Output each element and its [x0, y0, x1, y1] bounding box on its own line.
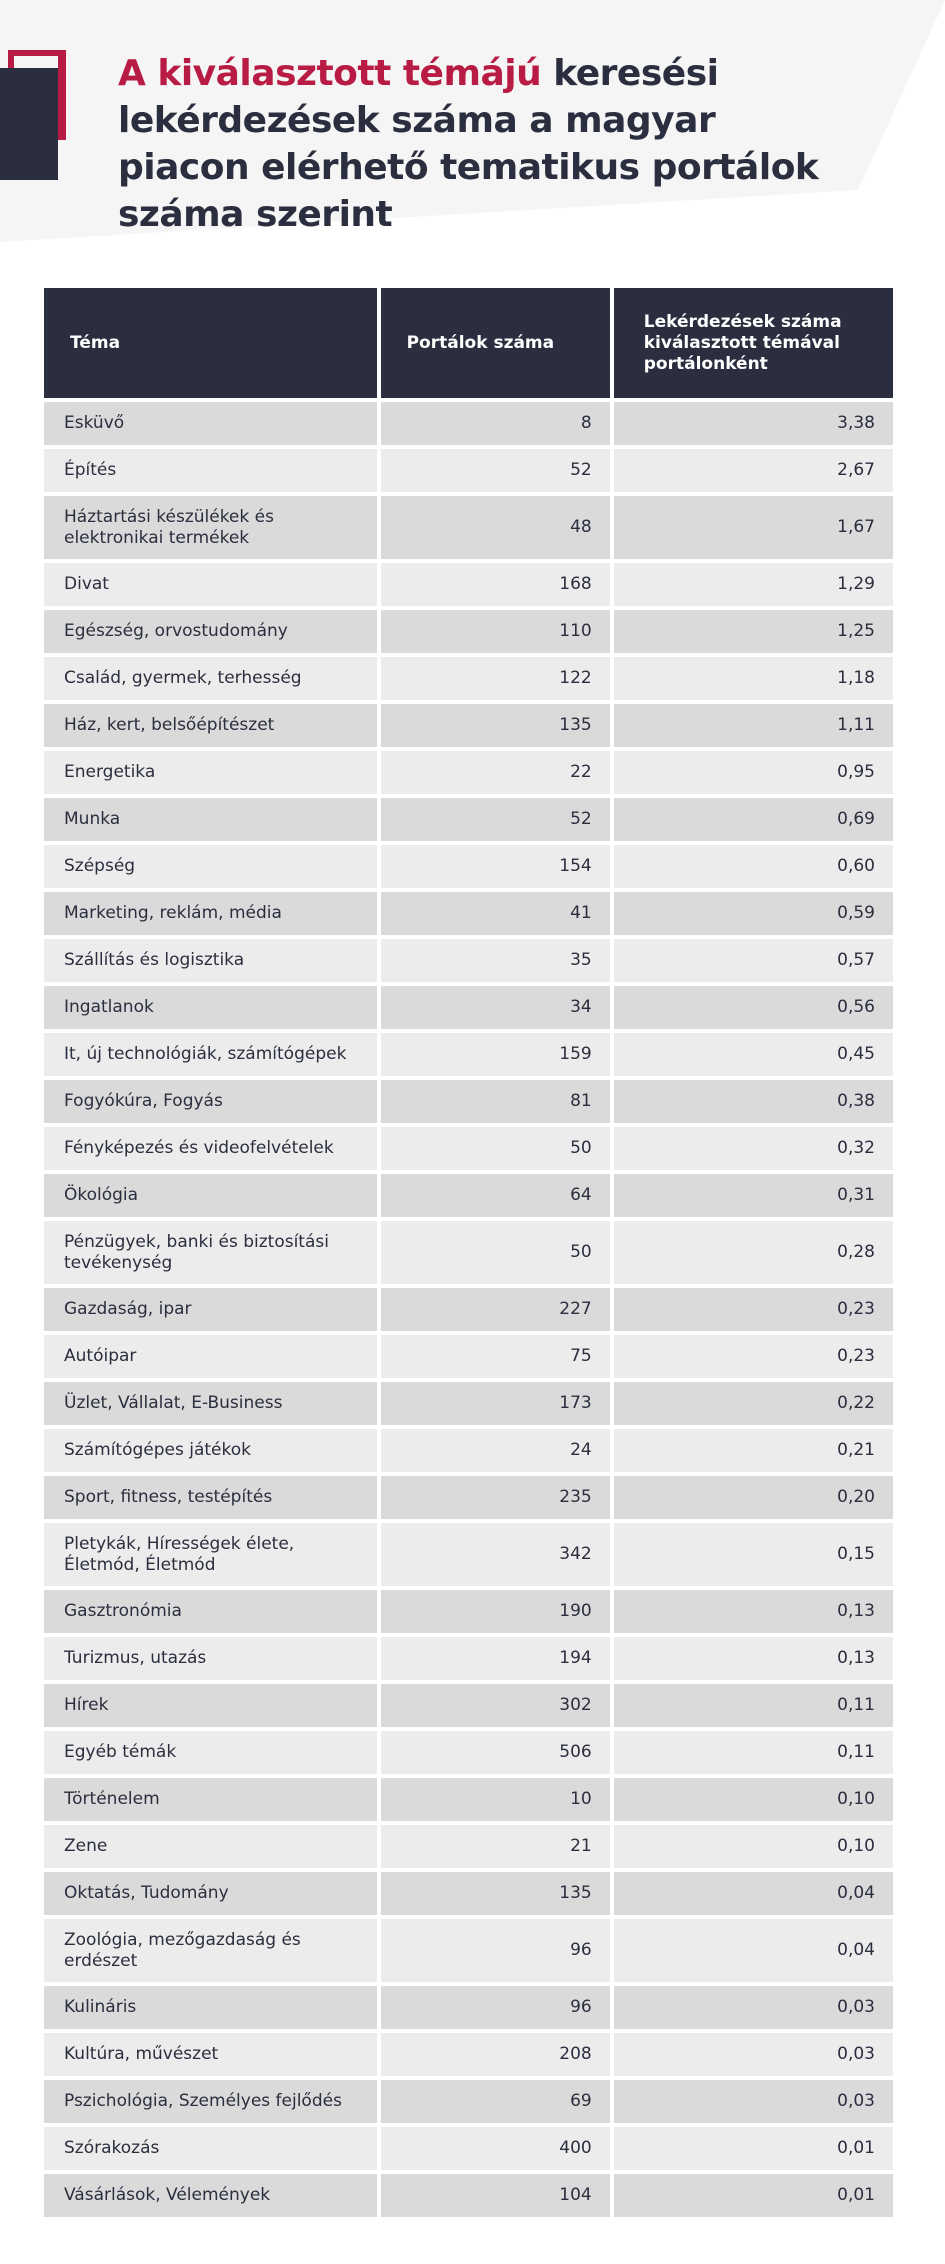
table-row: [44, 1986, 893, 2029]
cell-portal-count: 154: [381, 845, 610, 888]
cell-portal-count: 96: [381, 1986, 610, 2029]
cell-portal-count: 400: [381, 2127, 610, 2170]
table-row: [44, 751, 893, 794]
table-row: [44, 845, 893, 888]
table-row: [44, 1476, 893, 1519]
cell-queries-per-portal: 0,56: [614, 986, 893, 1029]
cell-queries-per-portal: 0,45: [614, 1033, 893, 1076]
cell-topic: Építés: [44, 449, 377, 492]
column-header-topic: Téma: [44, 288, 377, 398]
cell-topic: Zoológia, mezőgazdaság és erdészet: [44, 1919, 377, 1982]
table-row: [44, 1429, 893, 1472]
cell-portal-count: 8: [381, 402, 610, 445]
table-row: [44, 449, 893, 492]
table-row: [44, 1080, 893, 1123]
cell-portal-count: 122: [381, 657, 610, 700]
cell-queries-per-portal: 0,15: [614, 1523, 893, 1586]
cell-topic: Energetika: [44, 751, 377, 794]
cell-topic: Üzlet, Vállalat, E-Business: [44, 1382, 377, 1425]
cell-portal-count: 173: [381, 1382, 610, 1425]
cell-queries-per-portal: 0,11: [614, 1731, 893, 1774]
cell-portal-count: 34: [381, 986, 610, 1029]
table-row: [44, 1382, 893, 1425]
cell-portal-count: 168: [381, 563, 610, 606]
cell-queries-per-portal: 1,11: [614, 704, 893, 747]
cell-portal-count: 75: [381, 1335, 610, 1378]
table-row: [44, 704, 893, 747]
table-row: [44, 1033, 893, 1076]
cell-portal-count: 81: [381, 1080, 610, 1123]
cell-queries-per-portal: 0,57: [614, 939, 893, 982]
cell-portal-count: 50: [381, 1221, 610, 1284]
cell-portal-count: 69: [381, 2080, 610, 2123]
cell-queries-per-portal: 1,18: [614, 657, 893, 700]
table-row: [44, 1637, 893, 1680]
cell-queries-per-portal: 0,03: [614, 2080, 893, 2123]
table-row: [44, 1778, 893, 1821]
column-header-portal-count: Portálok száma: [381, 288, 610, 398]
table-row: [44, 402, 893, 445]
cell-portal-count: 64: [381, 1174, 610, 1217]
cell-topic: Ingatlanok: [44, 986, 377, 1029]
cell-queries-per-portal: 0,28: [614, 1221, 893, 1284]
cell-topic: Oktatás, Tudomány: [44, 1872, 377, 1915]
cell-portal-count: 506: [381, 1731, 610, 1774]
table-row: [44, 986, 893, 1029]
table-row: [44, 1335, 893, 1378]
cell-topic: Szállítás és logisztika: [44, 939, 377, 982]
table-row: [44, 610, 893, 653]
cell-queries-per-portal: 0,31: [614, 1174, 893, 1217]
cell-topic: Marketing, reklám, média: [44, 892, 377, 935]
cell-queries-per-portal: 0,32: [614, 1127, 893, 1170]
cell-topic: Szépség: [44, 845, 377, 888]
cell-topic: Esküvő: [44, 402, 377, 445]
cell-topic: Pénzügyek, banki és biztosítási tevékenység: [44, 1221, 377, 1284]
cell-topic: Szórakozás: [44, 2127, 377, 2170]
cell-topic: Kultúra, művészet: [44, 2033, 377, 2076]
table-row: [44, 1523, 893, 1586]
cell-queries-per-portal: 0,69: [614, 798, 893, 841]
cell-portal-count: 302: [381, 1684, 610, 1727]
cell-topic: Hírek: [44, 1684, 377, 1727]
cell-queries-per-portal: 0,21: [614, 1429, 893, 1472]
table-row: [44, 2174, 893, 2217]
cell-topic: It, új technológiák, számítógépek: [44, 1033, 377, 1076]
cell-queries-per-portal: 0,95: [614, 751, 893, 794]
cell-topic: Zene: [44, 1825, 377, 1868]
cell-topic: Háztartási készülékek és elektronikai termékek: [44, 496, 377, 559]
cell-portal-count: 41: [381, 892, 610, 935]
cell-queries-per-portal: 0,10: [614, 1778, 893, 1821]
cell-queries-per-portal: 2,67: [614, 449, 893, 492]
cell-portal-count: 48: [381, 496, 610, 559]
cell-topic: Kulináris: [44, 1986, 377, 2029]
cell-queries-per-portal: 0,03: [614, 2033, 893, 2076]
cell-portal-count: 35: [381, 939, 610, 982]
cell-topic: Fogyókúra, Fogyás: [44, 1080, 377, 1123]
table-row: [44, 939, 893, 982]
table-row: [44, 892, 893, 935]
cell-topic: Divat: [44, 563, 377, 606]
cell-queries-per-portal: 0,10: [614, 1825, 893, 1868]
cell-topic: Család, gyermek, terhesség: [44, 657, 377, 700]
title-rest: keresési lekérdezések száma a magyar piacon elérhető tematikus portálok száma szerint: [118, 53, 819, 235]
cell-queries-per-portal: 0,23: [614, 1335, 893, 1378]
table-row: [44, 1174, 893, 1217]
data-table-container: [44, 288, 901, 2221]
cell-queries-per-portal: 1,29: [614, 563, 893, 606]
cell-portal-count: 96: [381, 1919, 610, 1982]
table-row: [44, 1684, 893, 1727]
table-row: [44, 798, 893, 841]
cell-queries-per-portal: 1,67: [614, 496, 893, 559]
data-table: [40, 284, 897, 2221]
cell-queries-per-portal: 0,04: [614, 1872, 893, 1915]
table-row: [44, 2127, 893, 2170]
page-title: [118, 50, 858, 238]
cell-queries-per-portal: 0,59: [614, 892, 893, 935]
cell-portal-count: 342: [381, 1523, 610, 1586]
cell-topic: Pletykák, Hírességek élete, Életmód, Életmód: [44, 1523, 377, 1586]
table-row: [44, 1127, 893, 1170]
table-row: [44, 1919, 893, 1982]
cell-queries-per-portal: 1,25: [614, 610, 893, 653]
cell-portal-count: 21: [381, 1825, 610, 1868]
decorative-dark-block: [0, 68, 58, 180]
cell-queries-per-portal: 0,22: [614, 1382, 893, 1425]
cell-queries-per-portal: 0,13: [614, 1590, 893, 1633]
cell-portal-count: 135: [381, 1872, 610, 1915]
table-row: [44, 1590, 893, 1633]
cell-topic: Autóipar: [44, 1335, 377, 1378]
table-row: [44, 2033, 893, 2076]
cell-queries-per-portal: 0,11: [614, 1684, 893, 1727]
cell-portal-count: 22: [381, 751, 610, 794]
cell-portal-count: 50: [381, 1127, 610, 1170]
cell-queries-per-portal: 0,60: [614, 845, 893, 888]
cell-topic: Gazdaság, ipar: [44, 1288, 377, 1331]
cell-portal-count: 10: [381, 1778, 610, 1821]
cell-topic: Fényképezés és videofelvételek: [44, 1127, 377, 1170]
column-header-queries-per-portal: Lekérdezések száma kiválasztott témával portálonként: [614, 288, 893, 398]
cell-topic: Pszichológia, Személyes fejlődés: [44, 2080, 377, 2123]
cell-portal-count: 135: [381, 704, 610, 747]
cell-queries-per-portal: 0,01: [614, 2127, 893, 2170]
cell-topic: Egészség, orvostudomány: [44, 610, 377, 653]
cell-queries-per-portal: 0,20: [614, 1476, 893, 1519]
cell-portal-count: 235: [381, 1476, 610, 1519]
table-row: [44, 1731, 893, 1774]
cell-topic: Történelem: [44, 1778, 377, 1821]
table-body: [44, 402, 893, 2217]
cell-portal-count: 227: [381, 1288, 610, 1331]
table-header-row: [44, 288, 893, 398]
cell-topic: Munka: [44, 798, 377, 841]
cell-portal-count: 52: [381, 449, 610, 492]
cell-queries-per-portal: 0,01: [614, 2174, 893, 2217]
table-row: [44, 1288, 893, 1331]
cell-portal-count: 194: [381, 1637, 610, 1680]
cell-topic: Ökológia: [44, 1174, 377, 1217]
table-row: [44, 1221, 893, 1284]
cell-queries-per-portal: 0,03: [614, 1986, 893, 2029]
title-accent: A kiválasztott témájú: [118, 53, 542, 94]
table-row: [44, 1872, 893, 1915]
table-row: [44, 2080, 893, 2123]
cell-portal-count: 104: [381, 2174, 610, 2217]
cell-topic: Turizmus, utazás: [44, 1637, 377, 1680]
table-row: [44, 657, 893, 700]
cell-portal-count: 190: [381, 1590, 610, 1633]
cell-topic: Vásárlások, Vélemények: [44, 2174, 377, 2217]
cell-queries-per-portal: 0,23: [614, 1288, 893, 1331]
cell-portal-count: 52: [381, 798, 610, 841]
table-row: [44, 563, 893, 606]
cell-queries-per-portal: 0,04: [614, 1919, 893, 1982]
cell-queries-per-portal: 0,13: [614, 1637, 893, 1680]
table-row: [44, 1825, 893, 1868]
cell-queries-per-portal: 3,38: [614, 402, 893, 445]
cell-portal-count: 208: [381, 2033, 610, 2076]
cell-topic: Gasztronómia: [44, 1590, 377, 1633]
cell-portal-count: 159: [381, 1033, 610, 1076]
table-row: [44, 496, 893, 559]
cell-topic: Ház, kert, belsőépítészet: [44, 704, 377, 747]
cell-topic: Egyéb témák: [44, 1731, 377, 1774]
cell-topic: Sport, fitness, testépítés: [44, 1476, 377, 1519]
cell-queries-per-portal: 0,38: [614, 1080, 893, 1123]
cell-portal-count: 24: [381, 1429, 610, 1472]
cell-portal-count: 110: [381, 610, 610, 653]
cell-topic: Számítógépes játékok: [44, 1429, 377, 1472]
